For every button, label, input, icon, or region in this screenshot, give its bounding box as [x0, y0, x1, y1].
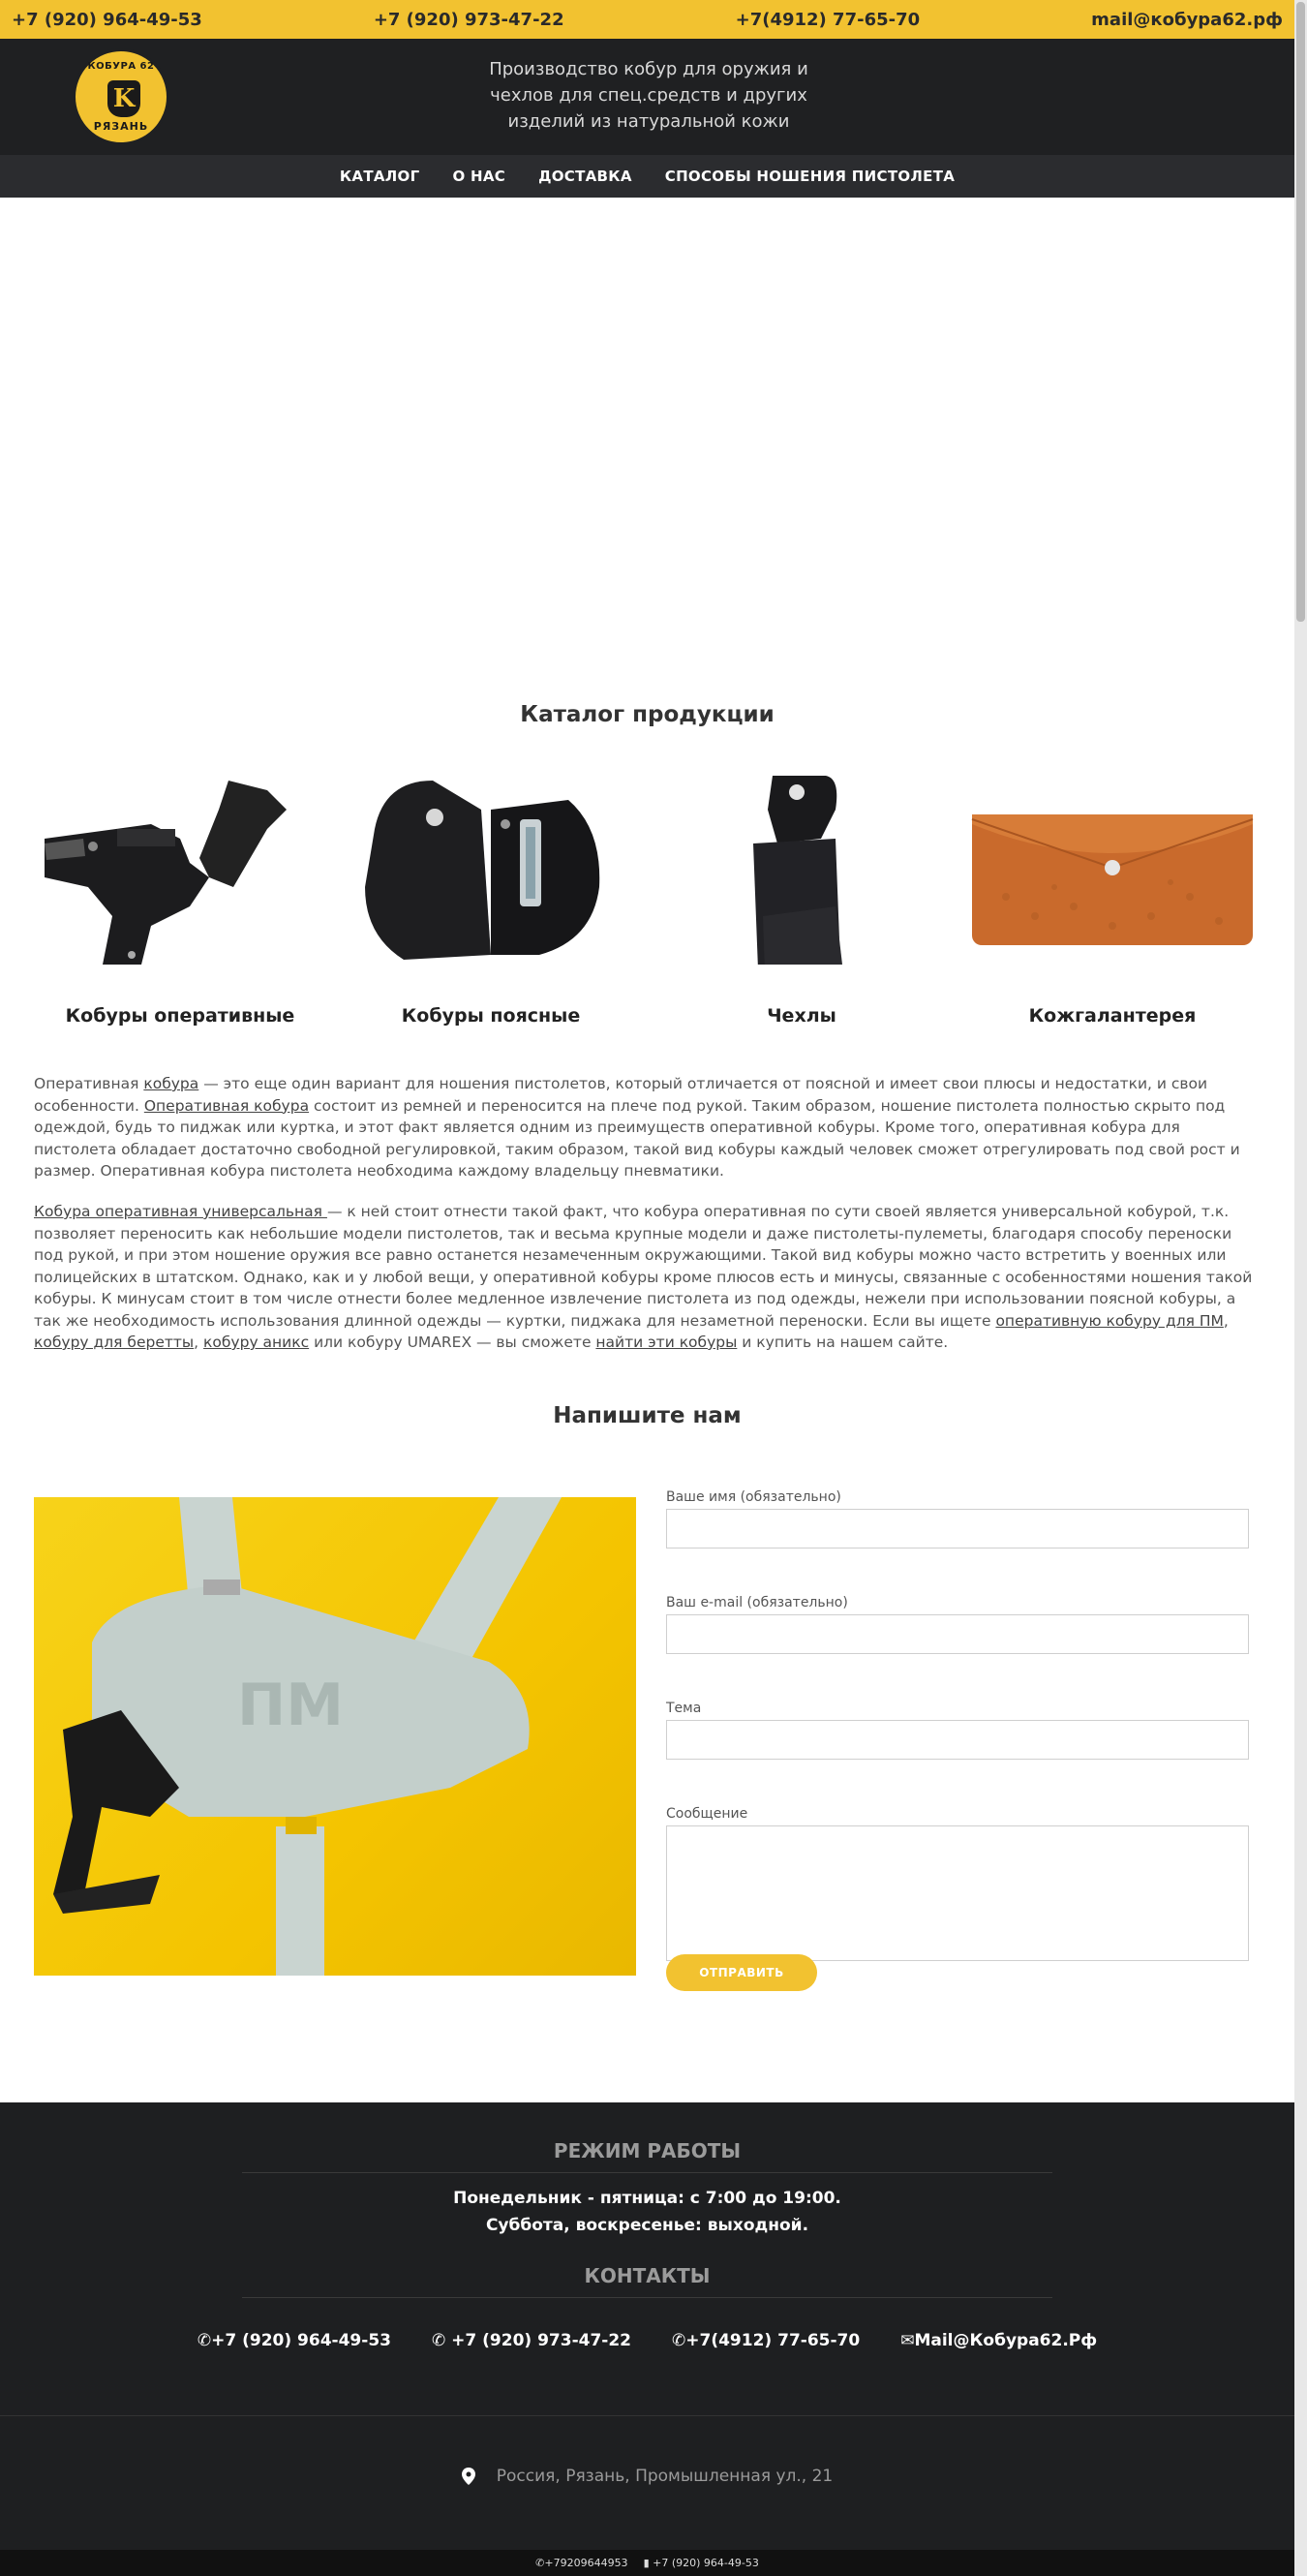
text-run: или кобуру UMAREX — вы сможете: [309, 1334, 596, 1351]
contacts-title: КОНТАКТЫ: [242, 2264, 1052, 2298]
catalog-item-belt-holsters[interactable]: [346, 771, 636, 1027]
name-input[interactable]: [666, 1509, 1249, 1549]
subject-input[interactable]: [666, 1720, 1249, 1760]
scrollbar-thumb[interactable]: [1296, 2, 1305, 622]
message-textarea[interactable]: [666, 1825, 1249, 1961]
message-group: [666, 1806, 1251, 1961]
link-shoulder-holster[interactable]: Оперативная кобура: [143, 1096, 310, 1115]
catalog-item-leather-goods[interactable]: [967, 771, 1258, 1027]
contact-form: [666, 1489, 1251, 2008]
link-find-holsters[interactable]: найти эти кобуры: [595, 1334, 738, 1351]
phone-icon: ✆: [197, 2331, 212, 2350]
phone-icon: ✆: [431, 2331, 452, 2350]
address-text: Россия, Рязань, Промышленная ул., 21: [496, 2467, 834, 2486]
top-email[interactable]: mail@кобура62.рф: [1091, 9, 1283, 30]
nav-delivery[interactable]: ДОСТАВКА: [538, 168, 632, 185]
tagline-line-1: Производство кобур для оружия и: [489, 59, 808, 79]
top-contact-bar: [0, 0, 1294, 39]
tagline-line-3: изделий из натуральной кожи: [507, 111, 790, 132]
text-run: Оперативная: [34, 1075, 144, 1092]
holster-photo: [34, 1497, 636, 1976]
site-header: [0, 39, 1294, 155]
footer-email-text: Mail@Кобура62.Рф: [914, 2331, 1098, 2350]
mobile-phone-icon: ▮: [643, 2557, 654, 2569]
email-label: Ваш e-mail (обязательно): [666, 1595, 848, 1610]
email-group: [666, 1595, 1251, 1654]
name-label: Ваше имя (обязательно): [666, 1489, 841, 1505]
catalog-title: Каталог продукции: [520, 702, 775, 727]
phone-icon: ✆: [535, 2557, 545, 2569]
catalog-item-label[interactable]: Кобуры поясные: [401, 1005, 581, 1027]
email-input[interactable]: [666, 1614, 1249, 1654]
main-nav: [0, 155, 1294, 198]
catalog-item-shoulder-holsters[interactable]: [35, 771, 325, 1027]
catalog-item-label[interactable]: Кожгалантерея: [1028, 1005, 1197, 1027]
envelope-icon: ✉: [900, 2331, 915, 2350]
nav-carry-methods[interactable]: СПОСОБЫ НОШЕНИЯ ПИСТОЛЕТА: [664, 168, 956, 185]
bottom-phone-2[interactable]: [644, 2557, 759, 2569]
link-pm-holster[interactable]: оперативную кобуру для ПМ: [995, 1311, 1224, 1330]
text-run: ,: [1223, 1311, 1229, 1330]
footer-phone-1[interactable]: [198, 2331, 391, 2350]
text-run: — к ней стоит отнести такой факт, что кобура оперативная по сути своей является универсальной кобурой, т.к. позволяет переносить как небольшие модели пистолетов, так и весьма крупные модели и даже пистолеты-пулеметы, благодаря способу переноски под рукой, и при этом ношение оружия все равно останется незамеченным окружающими. Такой вид кобуры можно часто встретить у военных или полицейских в штатском. Однако, как и у любой вещи, у оперативной кобуры кроме плюсов есть и минусы, связанные с особенностями ношения такой кобуры. К минусам стоит в том числе отнести более медленное извлечение пистолета из под одежды, нежели при использовании поясной кобуры, а так же необходимость использования длинной одежды — куртки, пиджака для незаметной переноски. Если вы ищете: [34, 1203, 1253, 1330]
map-pin-icon: [462, 2468, 475, 2485]
wallet-image[interactable]: [967, 771, 1258, 965]
top-phone-3[interactable]: +7(4912) 77-65-70: [735, 9, 921, 30]
shoulder-holster-image[interactable]: [35, 771, 325, 965]
logo-bottom-text: РЯЗАНЬ: [93, 120, 149, 133]
top-phone-2[interactable]: +7 (920) 973-47-22: [373, 9, 564, 30]
footer-contacts: [0, 2331, 1294, 2350]
page-scrollbar[interactable]: [1294, 0, 1307, 2576]
site-tagline: [465, 56, 833, 135]
footer-phone-3[interactable]: [672, 2331, 860, 2350]
case-image[interactable]: [656, 771, 947, 965]
name-group: [666, 1489, 1251, 1549]
belt-holster-image[interactable]: [346, 771, 636, 965]
article-paragraph-2: [34, 1201, 1259, 1354]
footer-phone-1-text: +7 (920) 964-49-53: [211, 2331, 391, 2350]
logo-top-text: КОБУРА 62: [87, 61, 155, 72]
text-run: и купить на нашем сайте.: [737, 1334, 949, 1351]
logo-letter: K: [107, 80, 140, 117]
footer-divider: [0, 2415, 1294, 2416]
hours-weekend: Суббота, воскресенье: выходной.: [485, 2216, 809, 2235]
footer-email[interactable]: [900, 2331, 1097, 2350]
footer-phone-3-text: +7(4912) 77-65-70: [685, 2331, 861, 2350]
article-paragraph-1: [34, 1073, 1259, 1182]
top-phone-1[interactable]: +7 (920) 964-49-53: [12, 9, 202, 30]
site-logo[interactable]: [73, 48, 169, 145]
link-holster[interactable]: кобура: [143, 1075, 199, 1092]
link-beretta-holster[interactable]: кобуру для беретты: [34, 1334, 195, 1351]
text-run: — это еще один вариант для ношения пистолетов, который отличается от поясной и имеет свои плюсы и недостатки, и свои особенности.: [34, 1075, 1208, 1115]
nav-catalog[interactable]: КАТАЛОГ: [339, 168, 420, 185]
contact-form-title: Напишите нам: [553, 1403, 742, 1428]
catalog-item-label[interactable]: Чехлы: [767, 1005, 836, 1027]
link-anics-holster[interactable]: кобуру аникс: [203, 1334, 310, 1351]
hours-weekdays: Понедельник - пятница: с 7:00 до 19:00.: [453, 2189, 841, 2208]
photo-embossed-label: ПМ: [237, 1671, 344, 1739]
subject-label: Тема: [666, 1701, 702, 1716]
bottom-phone-bar: [0, 2550, 1294, 2576]
footer-phone-2[interactable]: [432, 2331, 631, 2350]
text-run: состоит из ремней и переносится на плече под рукой. Таким образом, ношение пистолета полностью скрыто под одеждой, будь то пиджак или куртка, и этот факт является одним из преимуществ оперативной кобуры. Кроме того, оперативная кобура для пистолета обладает достаточно свободной регулировкой, таким образом, такой вид кобуры каждый человек сможет отрегулировать под свой рост и размер. Оперативная кобура пистолета необходима каждому владельцу пневматики.: [34, 1096, 1240, 1180]
catalog-item-label[interactable]: Кобуры оперативные: [65, 1005, 295, 1027]
submit-button[interactable]: ОТПРАВИТЬ: [666, 1954, 817, 1991]
hours-title: РЕЖИМ РАБОТЫ: [242, 2139, 1052, 2173]
bottom-phone-1-text: +79209644953: [544, 2557, 628, 2569]
nav-about[interactable]: О НАС: [452, 168, 506, 185]
phone-icon: ✆: [672, 2331, 686, 2350]
bottom-phone-1[interactable]: [535, 2557, 627, 2569]
text-run: ,: [194, 1334, 204, 1351]
message-label: Сообщение: [666, 1806, 748, 1822]
tagline-line-2: чехлов для спец.средств и других: [490, 85, 807, 106]
subject-group: [666, 1701, 1251, 1760]
catalog-item-cases[interactable]: [656, 771, 947, 1027]
footer-phone-2-text: +7 (920) 973-47-22: [451, 2331, 632, 2350]
bottom-phone-2-text: +7 (920) 964-49-53: [653, 2557, 759, 2569]
link-universal-holster[interactable]: Кобура оперативная универсальная: [34, 1203, 327, 1220]
footer-address: [0, 2467, 1294, 2486]
